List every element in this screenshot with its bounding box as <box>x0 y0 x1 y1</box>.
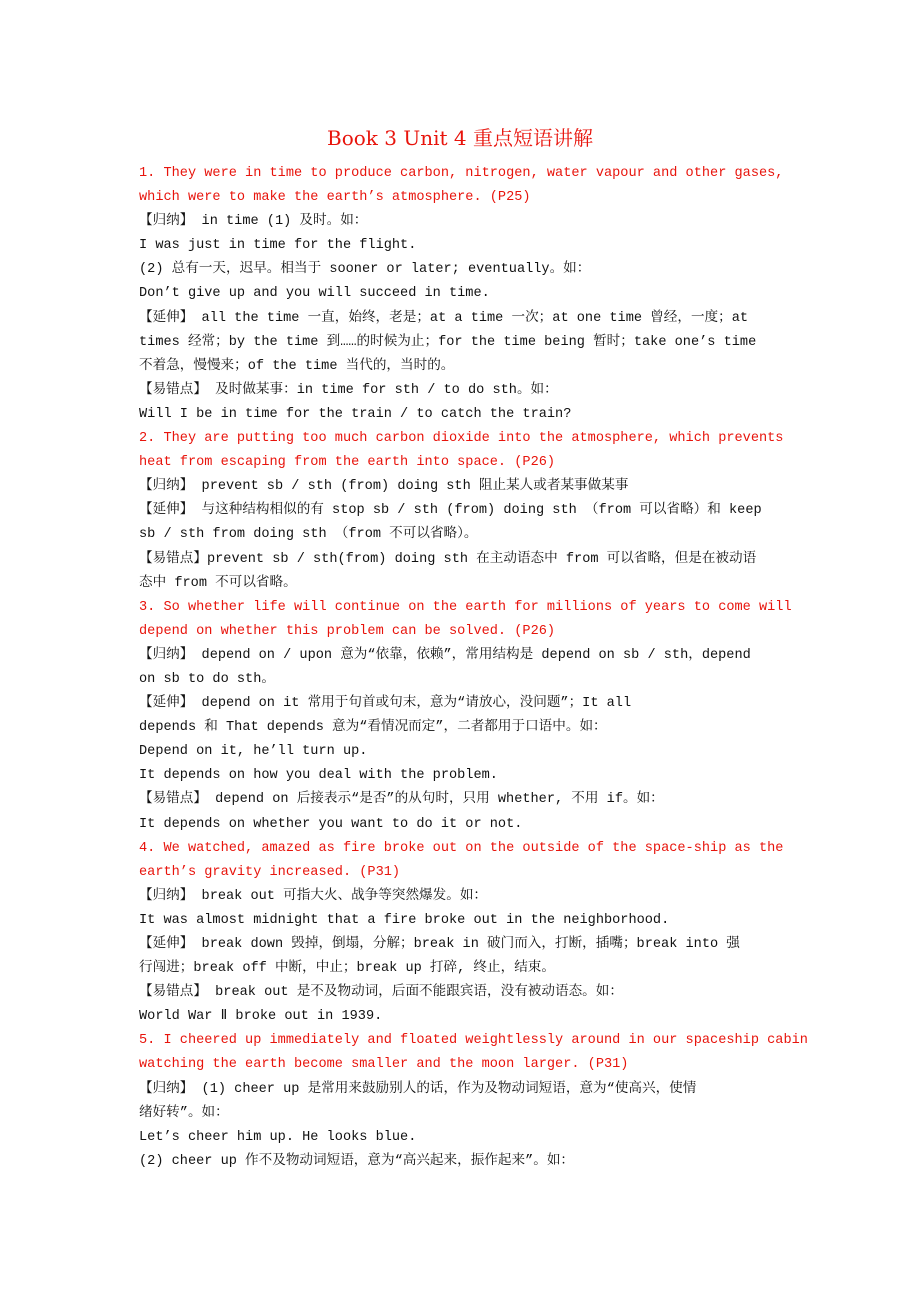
explanation-line: 【延伸】 与这种结构相似的有 stop sb / sth (from) doing sth （from 可以省略）和 keep <box>139 503 762 519</box>
explanation-line: 【归纳】 depend on / upon 意为“依靠，依赖”，常用结构是 depend on sb / sth，depend <box>139 647 751 663</box>
explanation-line: World War Ⅱ broke out in 1939. <box>139 1009 383 1025</box>
explanation-line: 【归纳】 (1) cheer up 是常用来鼓励别人的话，作为及物动词短语，意为“使高兴，使情 <box>139 1081 697 1097</box>
phrase-heading-line: depend on whether this problem can be solved. (P26) <box>139 623 556 639</box>
explanation-line: 【归纳】 in time (1) 及时。如： <box>139 214 368 230</box>
phrase-heading-line: watching the earth become smaller and the moon larger. (P31) <box>139 1057 629 1073</box>
explanation-line: 【易错点】 depend on 后接表示“是否”的从句时，只用 whether, 不用 if。如： <box>139 792 664 808</box>
explanation-line: sb / sth from doing sth （from 不可以省略）。 <box>139 527 478 543</box>
phrase-heading-line: 1. They were in time to produce carbon, nitrogen, water vapour and other gases, <box>139 166 784 181</box>
explanation-line: Will I be in time for the train / to catch the train? <box>139 406 572 422</box>
explanation-line: on sb to do sth。 <box>139 671 275 687</box>
explanation-line: 不着急，慢慢来；of the time 当代的，当时的。 <box>139 358 455 374</box>
explanation-line: 【易错点】prevent sb / sth(from) doing sth 在主动语态中 from 可以省略，但是在被动语 <box>139 551 757 567</box>
document-body <box>139 162 808 1174</box>
explanation-line: depends 和 That depends 意为“看情况而定”，二者都用于口语中。如： <box>139 720 607 736</box>
phrase-heading-line: 3. So whether life will continue on the earth for millions of years to come will <box>139 599 792 615</box>
explanation-line: 【延伸】 break down 毁掉，倒塌，分解；break in 破门而入，打断，插嘴；break into 强 <box>139 937 740 952</box>
page-title: Book 3 Unit 4 重点短语讲解 <box>327 126 593 150</box>
explanation-line: Let’s cheer him up. He looks blue. <box>139 1129 417 1145</box>
phrase-heading-line: 4. We watched, amazed as fire broke out on the outside of the space-ship as the <box>139 840 784 856</box>
explanation-line: 行闯进；break off 中断，中止；break up 打碎, 终止，结束。 <box>139 961 555 977</box>
explanation-line: Depend on it, he’ll turn up. <box>139 744 368 760</box>
explanation-line: 【归纳】 prevent sb / sth (from) doing sth 阻止某人或者某事做某事 <box>139 479 629 495</box>
explanation-line: times 经常；by the time 到……的时候为止；for the time being 暂时；take one’s time <box>139 334 757 350</box>
explanation-line: 【易错点】 及时做某事：in time for sth / to do sth。如： <box>139 382 558 398</box>
phrase-heading-line: heat from escaping from the earth into space. (P26) <box>139 455 556 471</box>
explanation-line: 【延伸】 depend on it 常用于句首或句末，意为“请放心，没问题”；It all <box>139 696 632 712</box>
phrase-heading-line: which were to make the earth’s atmosphere. (P25) <box>139 190 531 206</box>
explanation-line: It depends on whether you want to do it or not. <box>139 816 523 832</box>
phrase-heading-line: 2. They are putting too much carbon dioxide into the atmosphere, which prevents <box>139 431 784 447</box>
explanation-line: I was just in time for the flight. <box>139 238 417 254</box>
explanation-line: 【延伸】 all the time 一直，始终，老是；at a time 一次；at one time 曾经，一度；at <box>139 310 749 326</box>
explanation-line: It was almost midnight that a fire broke out in the neighborhood. <box>139 912 670 928</box>
phrase-heading-line: earth’s gravity increased. (P31) <box>139 864 401 880</box>
phrase-heading-line: 5. I cheered up immediately and floated weightlessly around in our spaceship cabin <box>139 1033 808 1049</box>
explanation-line: 态中 from 不可以省略。 <box>139 575 297 591</box>
explanation-line: (2) cheer up 作不及物动词短语，意为“高兴起来，振作起来”。如： <box>139 1153 575 1169</box>
explanation-line: It depends on how you deal with the problem. <box>139 768 498 784</box>
explanation-line: (2) 总有一天，迟早。相当于 sooner or later; eventually。如： <box>139 262 591 278</box>
explanation-line: 【易错点】 break out 是不及物动词，后面不能跟宾语，没有被动语态。如： <box>139 985 623 1001</box>
explanation-line: 【归纳】 break out 可指大火、战争等突然爆发。如： <box>139 888 488 904</box>
explanation-line: Don’t give up and you will succeed in time. <box>139 286 490 302</box>
explanation-line: 绪好转”。如： <box>139 1105 229 1121</box>
